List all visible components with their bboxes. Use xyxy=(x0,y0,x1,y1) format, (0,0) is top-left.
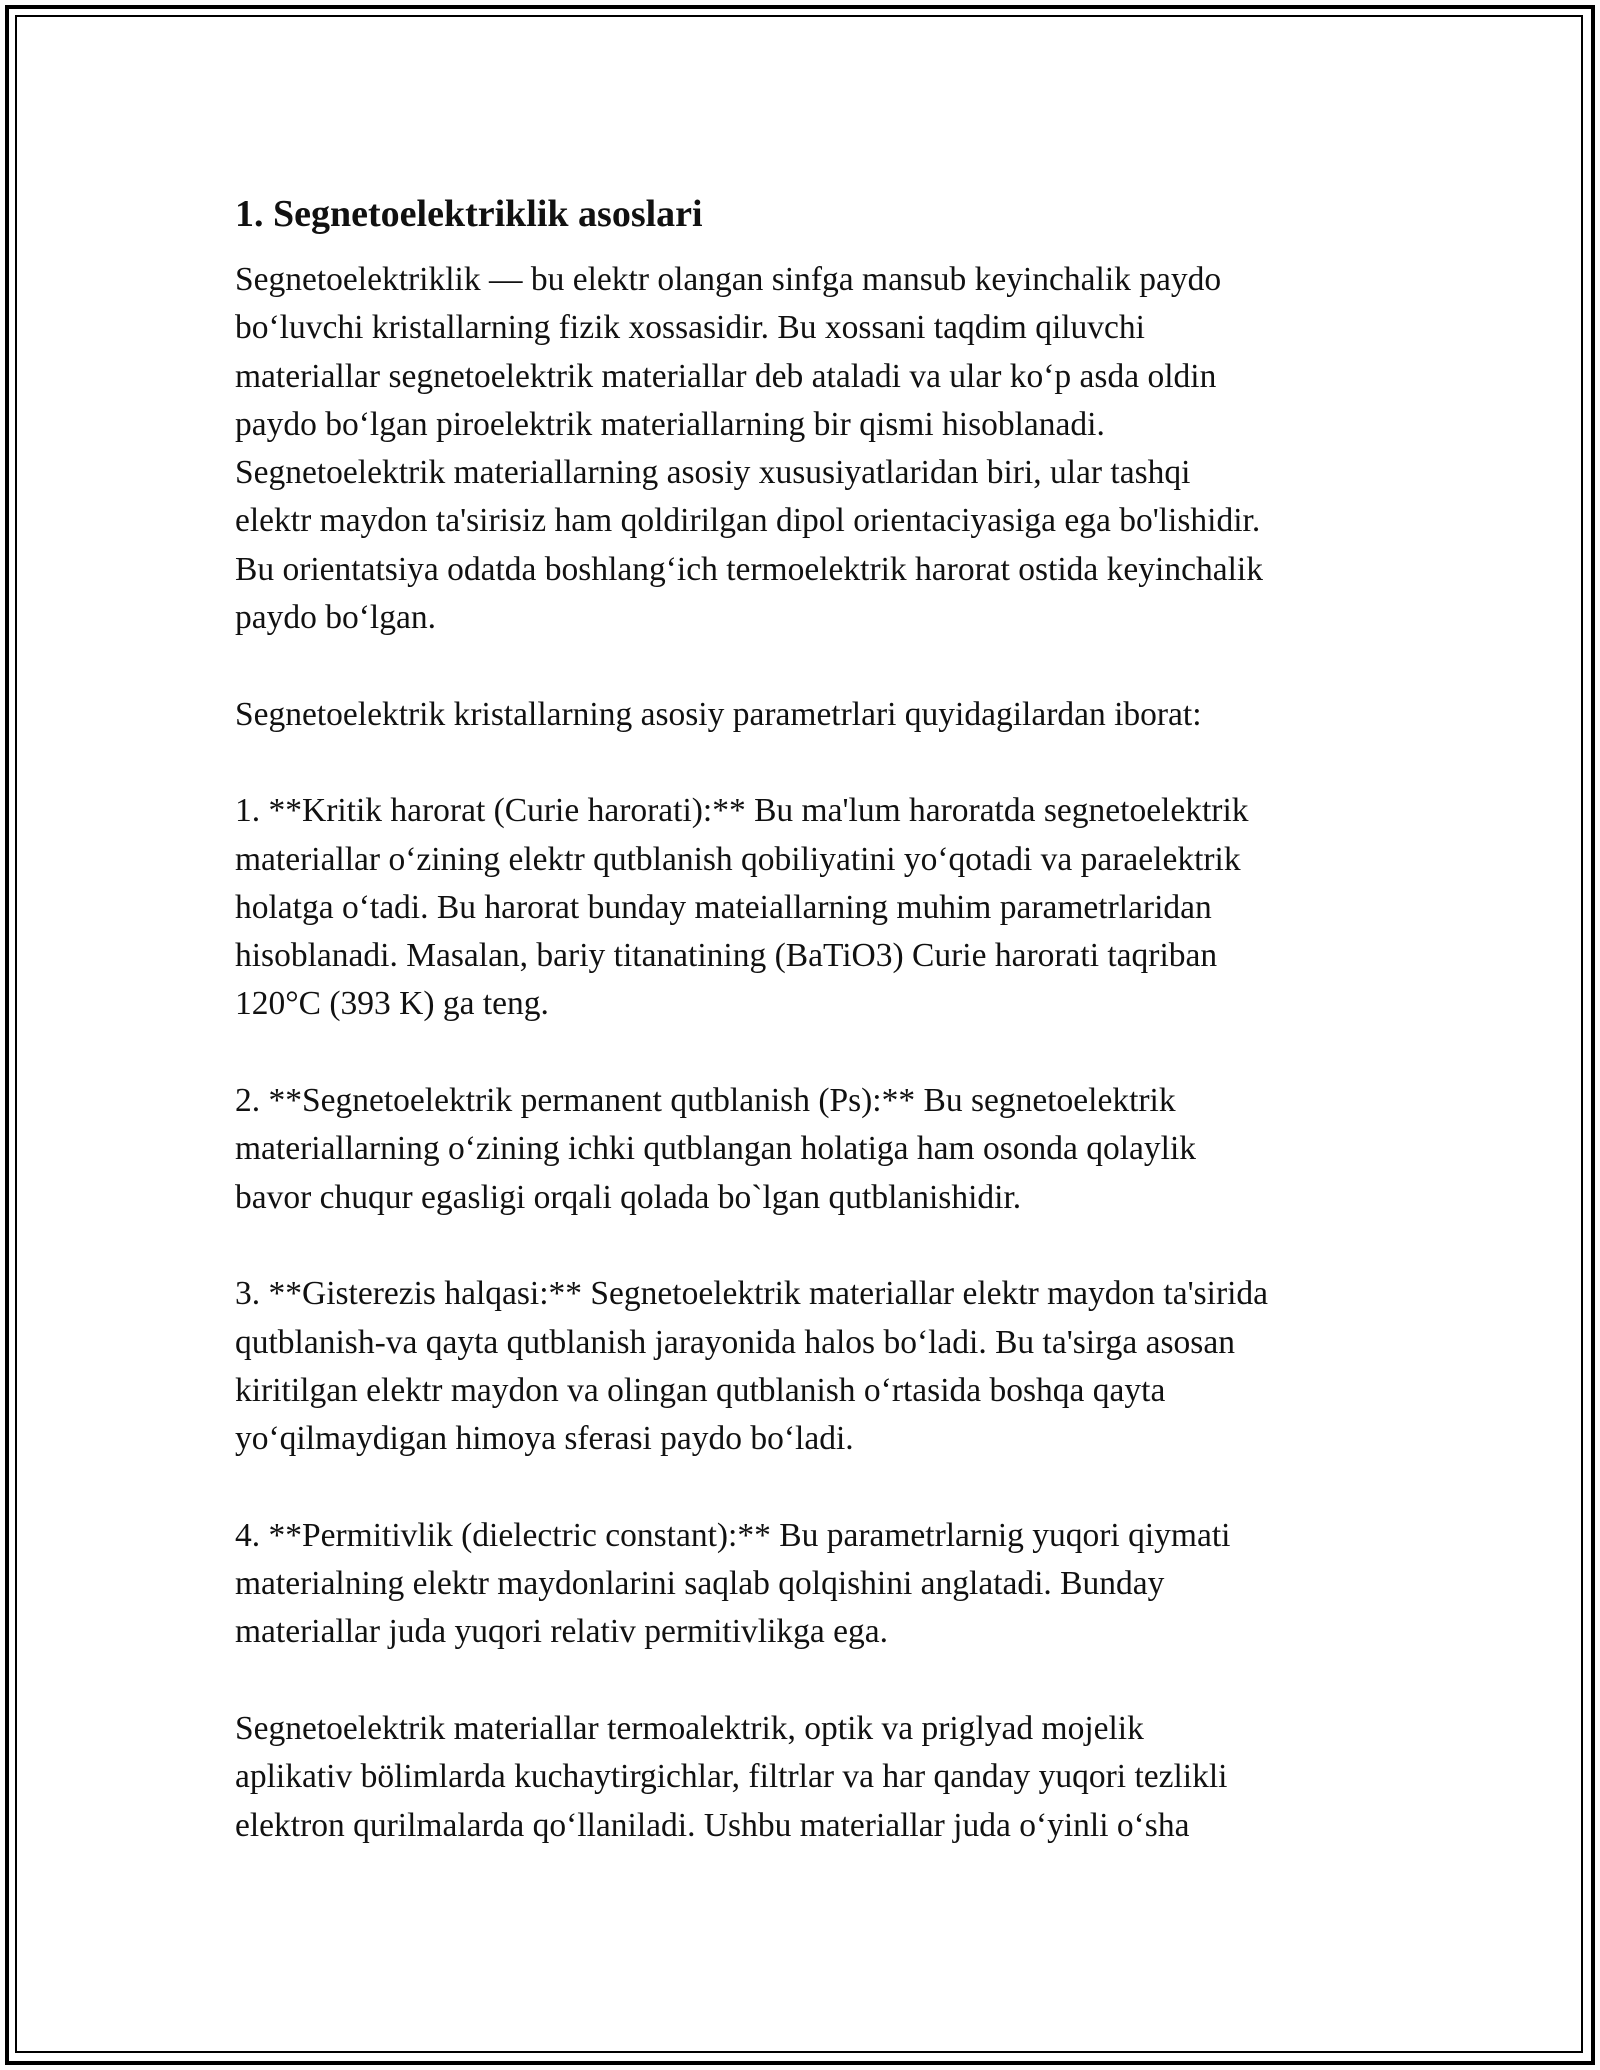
list-item-permittivity: 4. **Permitivlik (dielectric constant):** Bu parametrlarnig yuqori qiymati materialning elektr maydonlarini saqlab qolqishini anglatadi. Bunday materiallar juda yuqori relativ permitivlikga ega. xyxy=(235,1516,1231,1651)
intro-paragraph: Segnetoelektriklik — bu elektr olangan sinfga mansub keyinchalik paydo bo‘luvchi kristallarning fizik xossasidir. Bu xossani taqdim qiluvchi materiallar segnetoelektrik materiallar deb ataladi va ular ko‘p asda oldin paydo bo‘lgan piroelektrik materiallarning bir qismi hisoblanadi. Segnetoelektrik materiallarning asosiy xususiyatlaridan biri, ular tashqi elektr maydon ta'sirisiz ham qoldirilgan dipol orientaciyasiga ega bo'lishidir. Bu orientatsiya odatda boshlang‘ich termoelektrik harorat ostida keyinchalik paydo bo‘lgan. xyxy=(235,261,1263,637)
list-item-permanent-polarization: 2. **Segnetoelektrik permanent qutblanish (Ps):** Bu segnetoelektrik materiallarning o‘zining ichki qutblangan holatiga ham osonda qolaylik bavor chuqur egasligi orqali qolada bo`lgan qutblanishidir. xyxy=(235,1082,1197,1216)
paragraph-spacer xyxy=(235,1222,1395,1270)
section-heading: 1. Segnetoelektriklik asoslari xyxy=(235,193,703,235)
paragraph-spacer xyxy=(235,1657,1395,1705)
list-item-hysteresis-loop: 3. **Gisterezis halqasi:** Segnetoelektrik materiallar elektr maydon ta'sirida qutblanish-va qayta qutblanish jarayonida halos bo‘ladi. Bu ta'sirga asosan kiritilgan elektr maydon va olingan qutblanish o‘rtasida boshqa qayta yo‘qilmaydigan himoya sferasi paydo bo‘ladi. xyxy=(235,1275,1269,1458)
document-body xyxy=(235,188,1395,1850)
list-item-curie-temperature: 1. **Kritik harorat (Curie harorati):** Bu ma'lum haroratda segnetoelektrik materiallar o‘zining elektr qutblanish qobiliyatini yo‘qotadi va paraelektrik holatga o‘tadi. Bu harorat bunday mateiallarning muhim parametrlaridan hisoblanadi. Masalan, bariy titanatining (BaTiO3) Curie harorati taqriban 120°C (393 K) ga teng. xyxy=(235,792,1249,1023)
parameters-lead-paragraph: Segnetoelektrik kristallarning asosiy parametrlari quyidagilardan iborat: xyxy=(235,695,1202,733)
paragraph-spacer xyxy=(235,1029,1395,1077)
paragraph-spacer xyxy=(235,1463,1395,1511)
applications-paragraph: Segnetoelektrik materiallar termoalektrik, optik va priglyad mojelik aplikativ bölimlarda kuchaytirgichlar, filtrlar va har qanday yuqori tezlikli elektron qurilmalarda qo‘llaniladi. Ushbu materiallar juda o‘yinli o‘sha xyxy=(235,1709,1228,1844)
paragraph-spacer xyxy=(235,642,1395,690)
paragraph-spacer xyxy=(235,739,1395,787)
